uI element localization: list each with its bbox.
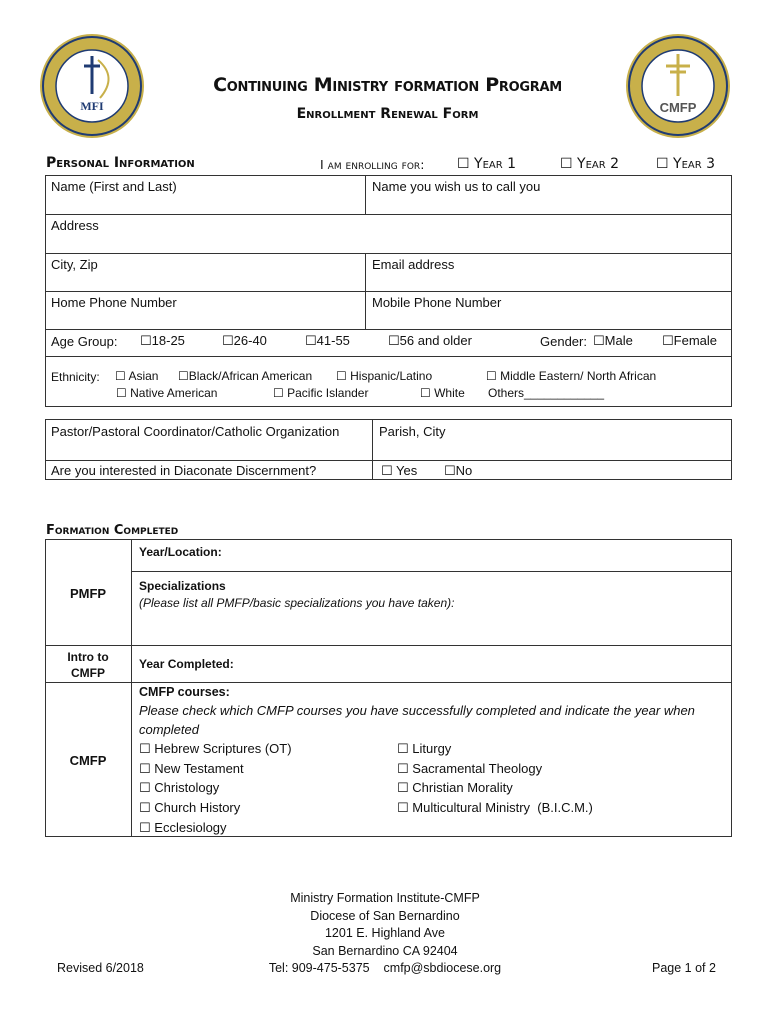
pastor-field[interactable]: Pastor/Pastoral Coordinator/Catholic Organization	[51, 424, 340, 439]
checkbox-icon: ☐	[305, 334, 317, 349]
diaconate-question: Are you interested in Diaconate Discernment?	[51, 463, 317, 478]
checkbox-icon: ☐	[397, 742, 409, 757]
checkbox-icon: ☐	[457, 156, 470, 172]
course-church-history-checkbox[interactable]: ☐ Church History	[139, 800, 241, 816]
course-christology-checkbox[interactable]: ☐ Christology	[139, 780, 220, 796]
course-sacramental-theology-checkbox[interactable]: ☐ Sacramental Theology	[397, 761, 543, 777]
call-name-field[interactable]: Name you wish us to call you	[372, 179, 541, 194]
revised-date: Revised 6/2018	[57, 961, 144, 975]
checkbox-icon: ☐	[222, 334, 234, 349]
courses-hint-line1: Please check which CMFP courses you have successfully completed and indicate the year when	[139, 703, 695, 718]
checkbox-icon: ☐	[116, 386, 127, 400]
checkbox-icon: ☐	[140, 334, 152, 349]
ethnicity-asian-checkbox[interactable]: ☐ Asian	[115, 369, 159, 383]
cmfp-courses-label: CMFP courses:	[139, 685, 230, 699]
checkbox-icon: ☐	[397, 781, 409, 796]
checkbox-icon: ☐	[593, 334, 605, 349]
intro-cmfp-label: Intro to CMFP	[67, 650, 109, 680]
checkbox-icon: ☐	[273, 386, 284, 400]
checkbox-icon: ☐	[662, 334, 674, 349]
course-multicultural-ministry-checkbox[interactable]: ☐ Multicultural Ministry (B.I.C.M.)	[397, 800, 593, 816]
checkbox-icon: ☐	[139, 762, 151, 777]
footer-org: Ministry Formation Institute-CMFP	[290, 891, 480, 905]
footer-city: San Bernardino CA 92404	[312, 943, 458, 958]
year-location-field[interactable]: Year/Location:	[139, 545, 222, 559]
city-zip-field[interactable]: City, Zip	[51, 257, 98, 272]
mobile-phone-field[interactable]: Mobile Phone Number	[372, 295, 502, 310]
checkbox-icon: ☐	[178, 369, 189, 383]
parish-city-field[interactable]: Parish, City	[379, 424, 446, 439]
gender-male-checkbox[interactable]: ☐Male	[593, 333, 633, 349]
mfi-seal-logo	[38, 32, 146, 140]
checkbox-icon: ☐	[486, 369, 497, 383]
checkbox-icon: ☐	[139, 781, 151, 796]
footer-phone: Tel: 909-475-5375	[268, 961, 370, 975]
diaconate-yes-checkbox[interactable]: ☐ Yes	[381, 463, 418, 479]
year-2-label: Year 2	[577, 156, 620, 172]
year-2-checkbox[interactable]	[560, 156, 619, 172]
age-41-55-checkbox[interactable]: ☐41-55	[305, 333, 350, 349]
course-ecclesiology-checkbox[interactable]: ☐ Ecclesiology	[139, 820, 227, 836]
diaconate-no-checkbox[interactable]: ☐No	[444, 463, 473, 479]
ethnicity-others-field[interactable]: Others____________	[488, 386, 605, 400]
cmfp-label: CMFP	[69, 753, 107, 768]
ethnicity-native-american-checkbox[interactable]: ☐ Native American	[116, 386, 218, 400]
footer-street: 1201 E. Highland Ave	[324, 926, 445, 940]
year-3-checkbox[interactable]	[656, 156, 715, 172]
personal-information-heading: Personal Information	[46, 155, 195, 171]
gender-female-checkbox[interactable]: ☐Female	[662, 333, 718, 349]
ethnicity-label: Ethnicity:	[51, 370, 100, 384]
address-field[interactable]: Address	[51, 218, 99, 233]
checkbox-icon: ☐	[139, 742, 151, 757]
year-1-label: Year 1	[474, 156, 517, 172]
checkbox-icon: ☐	[381, 464, 393, 479]
page-number: Page 1 of 2	[652, 961, 716, 975]
course-liturgy-checkbox[interactable]: ☐ Liturgy	[397, 741, 452, 757]
enrolling-for-label: I am enrolling for:	[320, 157, 425, 172]
footer-diocese: Diocese of San Bernardino	[310, 908, 460, 923]
checkbox-icon: ☐	[444, 464, 456, 479]
pmfp-label: PMFP	[69, 586, 107, 601]
ethnicity-middle-eastern-checkbox[interactable]: ☐ Middle Eastern/ North African	[486, 369, 657, 383]
home-phone-field[interactable]: Home Phone Number	[51, 295, 177, 310]
checkbox-icon: ☐	[397, 762, 409, 777]
course-new-testament-checkbox[interactable]: ☐ New Testament	[139, 761, 244, 777]
formation-completed-heading: Formation Completed	[46, 523, 179, 538]
checkbox-icon: ☐	[388, 334, 400, 349]
courses-hint-line2: completed	[139, 722, 199, 737]
year-1-checkbox[interactable]	[457, 156, 516, 172]
specializations-label: Specializations	[139, 579, 226, 593]
checkbox-icon: ☐	[139, 801, 151, 816]
ethnicity-hispanic-checkbox[interactable]: ☐ Hispanic/Latino	[336, 369, 433, 383]
age-group-label: Age Group:	[51, 334, 118, 349]
svg-text:CMFP: CMFP	[659, 100, 697, 115]
footer-email: cmfp@sbdiocese.org	[383, 961, 502, 975]
svg-text:MFI: MFI	[80, 99, 104, 113]
checkbox-icon: ☐	[336, 369, 347, 383]
checkbox-icon: ☐	[397, 801, 409, 816]
name-field[interactable]: Name (First and Last)	[51, 179, 177, 194]
checkbox-icon: ☐	[560, 156, 573, 172]
cmfp-seal-logo	[624, 32, 732, 140]
age-18-25-checkbox[interactable]: ☐18-25	[140, 333, 185, 349]
checkbox-icon: ☐	[115, 369, 126, 383]
form-title: Continuing Ministry formation Program	[213, 74, 562, 96]
specializations-hint: (Please list all PMFP/basic specializations you have taken):	[139, 596, 455, 610]
year-3-label: Year 3	[673, 156, 716, 172]
gender-label: Gender:	[540, 334, 587, 349]
ethnicity-white-checkbox[interactable]: ☐ White	[420, 386, 465, 400]
email-field[interactable]: Email address	[372, 257, 455, 272]
form-subtitle: Enrollment Renewal Form	[296, 106, 479, 122]
age-56-older-checkbox[interactable]: ☐56 and older	[388, 333, 472, 349]
ethnicity-pacific-islander-checkbox[interactable]: ☐ Pacific Islander	[273, 386, 369, 400]
course-christian-morality-checkbox[interactable]: ☐ Christian Morality	[397, 780, 513, 796]
age-26-40-checkbox[interactable]: ☐26-40	[222, 333, 267, 349]
checkbox-icon: ☐	[656, 156, 669, 172]
checkbox-icon: ☐	[420, 386, 431, 400]
checkbox-icon: ☐	[139, 821, 151, 836]
course-hebrew-scriptures-checkbox[interactable]: ☐ Hebrew Scriptures (OT)	[139, 741, 292, 757]
footer-address	[235, 890, 535, 978]
ethnicity-black-checkbox[interactable]: ☐Black/African American	[178, 369, 313, 383]
year-completed-field[interactable]: Year Completed:	[139, 657, 234, 671]
